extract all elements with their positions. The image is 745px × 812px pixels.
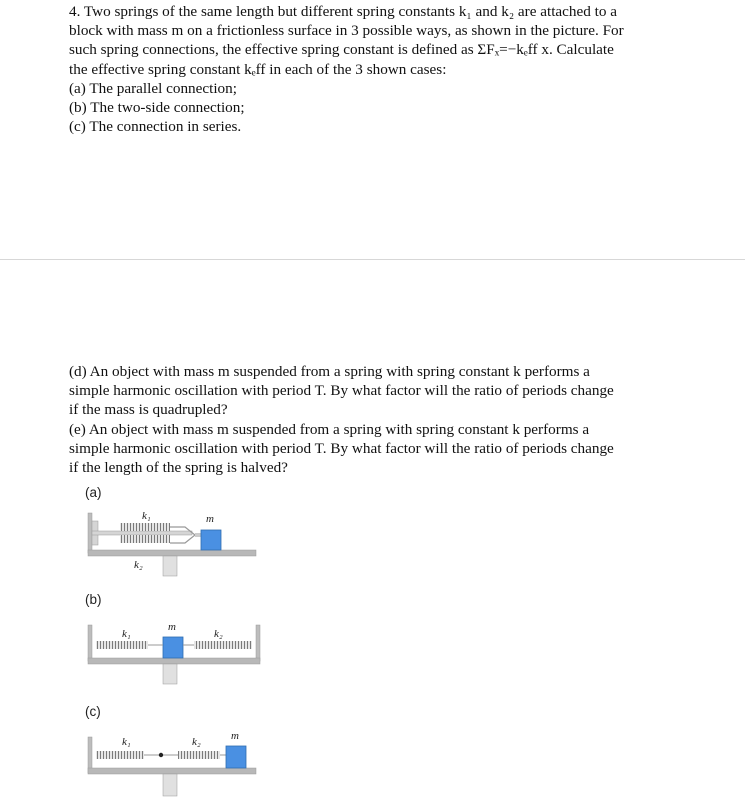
problem-line-4: the effective spring constant kₑff in each of the 3 shown cases: xyxy=(69,60,447,78)
problem-case-b: (b) The two-side connection; xyxy=(69,99,245,117)
question-e-line-1: (e) An object with mass m suspended from a spring with spring constant k performs a xyxy=(69,420,590,438)
question-d-line-3: if the mass is quadrupled? xyxy=(69,401,228,419)
k1-label-b: k₁ xyxy=(122,628,131,640)
wall-b-right xyxy=(256,625,260,661)
question-d-line-2: simple harmonic oscillation with period T. By what factor will the ratio of periods change xyxy=(69,382,614,400)
block-b xyxy=(163,637,183,658)
figure-c-series xyxy=(0,727,745,802)
track-b xyxy=(88,658,260,664)
problem-line-1: 4. Two springs of the same length but different spring constants k₁ and k₂ are attached to a xyxy=(69,3,617,20)
wall-c xyxy=(88,737,92,773)
problem-line-3: such spring connections, the effective spring constant is defined as ΣFₓ=−kₑff x. Calculate xyxy=(69,41,614,59)
question-e-line-3: if the length of the spring is halved? xyxy=(69,459,288,477)
m-label-c: m xyxy=(231,730,239,742)
followup-questions xyxy=(69,362,679,477)
problem-case-c: (c) The connection in series. xyxy=(69,118,242,136)
track-c xyxy=(88,768,256,774)
stand-b xyxy=(163,664,177,684)
problem-statement xyxy=(69,2,679,136)
spring-k2-c xyxy=(178,751,220,759)
figure-b-two-side xyxy=(0,615,745,690)
stand-a xyxy=(163,556,177,576)
figure-label-a: (a) xyxy=(85,485,102,500)
k2-label-a: k₂ xyxy=(134,559,143,571)
spring-k2-b xyxy=(194,641,252,649)
k2-label-b: k₂ xyxy=(214,628,223,640)
track-a xyxy=(88,550,256,556)
m-label-a: m xyxy=(206,513,214,525)
figure-a-parallel xyxy=(0,505,745,580)
question-d-line-1: (d) An object with mass m suspended from a spring with spring constant k performs a xyxy=(69,363,590,380)
k1-label-c: k₁ xyxy=(122,736,131,748)
problem-case-a: (a) The parallel connection; xyxy=(69,79,237,97)
problem-line-2: block with mass m on a frictionless surface in 3 possible ways, as shown in the picture. For xyxy=(69,22,624,40)
figure-label-c: (c) xyxy=(85,704,101,719)
question-e-line-2: simple harmonic oscillation with period T. By what factor will the ratio of periods change xyxy=(69,439,614,457)
spring-k2-a xyxy=(120,535,170,543)
block-c xyxy=(226,746,246,768)
spring-k1-b xyxy=(96,641,148,649)
k2-label-c: k₂ xyxy=(192,736,201,748)
page-divider xyxy=(0,259,745,260)
stand-c xyxy=(163,774,177,796)
figure-label-b: (b) xyxy=(85,592,102,607)
spring-k1-a xyxy=(120,523,170,531)
block-a xyxy=(201,530,221,550)
junction-c xyxy=(159,753,163,757)
wall-a xyxy=(88,513,92,553)
wall-b-left xyxy=(88,625,92,661)
k1-label-a: k₁ xyxy=(142,510,151,522)
spring-k1-c xyxy=(96,751,144,759)
m-label-b: m xyxy=(168,621,176,633)
